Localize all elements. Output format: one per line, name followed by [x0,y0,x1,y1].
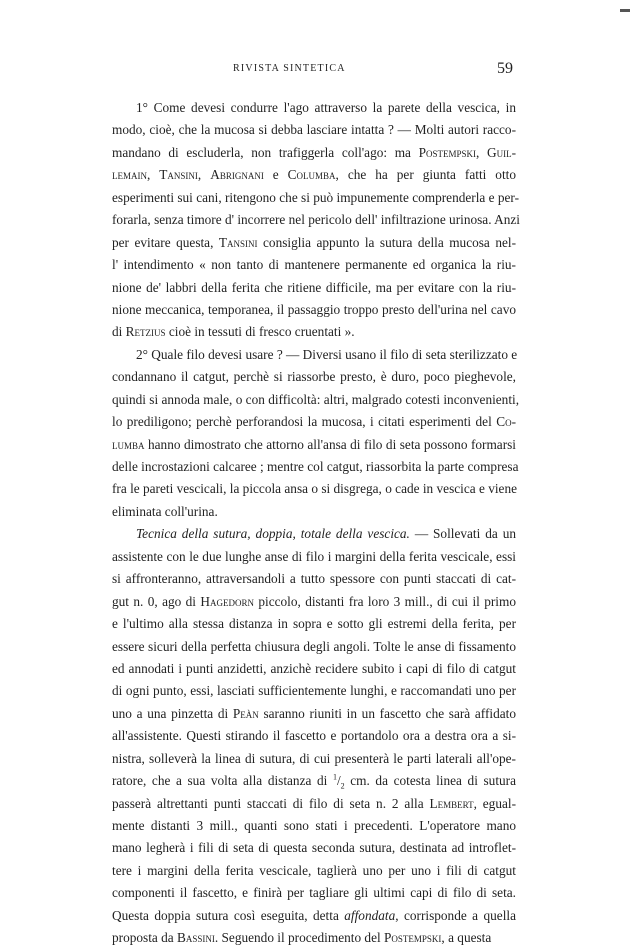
text-run: passerà altrettanti punti staccati di filo di seta n. 2 alla [112,795,430,811]
text-line [112,770,516,792]
author-name: Lembert [429,795,474,811]
text-run: , [197,167,211,183]
text-line [112,837,516,859]
text-run: mandano di escluderla, non trafiggerla coll'ago: ma [112,144,419,160]
text-line [112,119,516,141]
text-line [112,209,520,231]
text-run: esperimenti sui cani, ritengono che si può impunemente comprenderla e per- [112,189,519,205]
text-line [112,568,516,590]
text-line [112,142,516,164]
text-line [112,344,516,366]
text-run: all'assistente. Questi stirando il fascetto e portandolo ora a destra ora a si- [112,728,516,744]
text-run: cm. da cotesta linea di sutura [344,773,516,789]
text-line [112,546,516,568]
text-line [112,456,519,478]
author-name: Postempski [418,144,476,160]
text-run: Tecnica della sutura, doppia, totale della vescica. [136,526,410,542]
text-run: gut n. 0, ago di [112,593,201,609]
page-number: 59 [497,60,513,77]
text-run: saranno riuniti in un fascetto che sarà affidato [258,705,516,721]
text-run: 1 [332,772,337,782]
text-line [112,501,516,523]
text-line [112,164,516,186]
text-run: si affronteranno, attraversandoli a tutto spessore con punti staccati di cat- [112,571,516,587]
author-name: Co- [496,414,516,430]
page-header [0,60,630,83]
text-line [112,793,516,815]
text-line [112,905,516,927]
text-run: di ogni punto, essi, lasciati sufficientemente lunghi, e raccomandati uno per [112,683,516,699]
text-line [112,523,516,545]
scan-edge-mark [620,9,630,12]
text-run: 2 [340,781,345,791]
text-run: quindi si annoda male, o con difficoltà: altri, malgrado cotesti inconvenienti, [112,391,520,407]
text-run: e l'ultimo alla stessa distanza in sopra e sotto gli estremi della ferita, per [112,616,516,632]
text-run: , egual- [473,795,516,811]
author-name: Tansini [159,167,198,183]
text-line [112,815,516,837]
author-name: Bassini [177,930,215,946]
text-run: affondata [344,907,396,923]
text-run: delle incrostazioni calcaree ; mentre col catgut, riassorbita la parte compresa [112,459,519,474]
text-line [112,882,516,904]
author-name: Hagedorn [200,593,254,609]
text-run: proposta da [112,930,177,946]
text-line [112,187,519,209]
text-line [112,299,516,321]
text-run: ed annodati i punti anzidetti, anzichè recidere subito i capi di filo di catgut [112,660,516,676]
text-run: forarla, senza timore d' incorrere nel pericolo dell' infiltrazione urinosa. Anzi [112,212,520,228]
text-run: , che ha per giunta fatti otto [335,167,516,183]
author-name: Guil- [486,144,516,160]
body-text [112,97,520,950]
text-line [112,277,516,299]
text-line [112,860,516,882]
text-run: Questa doppia sutura così eseguita, detta [112,907,345,923]
text-run: , [476,144,487,160]
text-line [112,478,516,500]
text-run: nistra, solleverà la linea di sutura, di cui presenterà le parti laterali all'ope- [112,750,516,766]
author-name: Postempski [384,930,442,946]
text-run: nione meccanica, temporanea, il passaggio troppo presto dell'urina nel cavo [112,301,516,317]
text-line [112,658,516,680]
text-run: consiglia appunto la sutura della mucosa nel- [257,234,516,250]
text-run: eliminata coll'urina. [112,503,218,519]
text-line [112,321,516,343]
author-name: Retzius [125,324,166,340]
text-line [112,636,516,658]
text-run: cioè in tessuti di fresco cruentati ». [165,324,355,340]
text-run: — Sollevati da un [409,526,516,542]
text-run: 1° Come devesi condurre l'ago attraverso la parete della vescica, in [136,100,516,115]
author-name: lumba [112,436,145,452]
author-name: Abrignani [210,167,264,183]
text-run: piccolo, distanti fra loro 3 mill., di cui il primo [253,593,516,609]
text-run: modo, cioè, che la mucosa si debba lasciare intatta ? — Molti autori racco- [112,122,516,138]
text-run: nione de' labbri della ferita che ritiene difficile, ma per evitare con la riu- [112,279,516,295]
text-run: mente distanti 3 mill., quanti sono stati i precedenti. L'operatore mano [112,818,516,833]
text-run: mano legherà i fili di seta di questa seconda sutura, destinata ad introflet- [112,840,516,856]
text-run: di [112,324,126,340]
text-line [112,411,516,433]
author-name: lemain [112,167,147,183]
text-line [112,366,516,388]
text-run: tere i margini della ferita vescicale, taglierà uno per uno i fili di catgut [112,862,516,878]
text-line [112,591,516,613]
text-run: condannano il catgut, perchè si riassorbe presto, è duro, poco pieghevole, [112,369,516,385]
text-run: . Seguendo il procedimento del [214,930,385,946]
author-name: Peàn [232,705,259,721]
text-line [112,232,516,254]
text-run: e [263,167,288,183]
text-line [112,613,516,635]
text-run: lo prediligono; perchè perforandosi la mucosa, i citati esperimenti del [112,414,497,430]
text-line [112,254,516,276]
text-run: componenti il fascetto, e finirà per tagliare gli ultimi capi di filo di seta. [112,885,516,901]
running-title: RIVISTA SINTETICA [233,63,346,74]
text-run: uno a una pinzetta di [112,705,233,721]
text-line [112,97,516,119]
text-line [112,434,516,456]
text-line [112,389,520,411]
text-line [112,680,516,702]
author-name: Columba [287,167,336,183]
text-run: , corrisponde a quella [395,907,516,923]
text-line [112,725,516,747]
text-line [112,927,516,949]
text-run: l' intendimento « non tanto di mantenere permanente ed organica la riu- [112,257,516,273]
text-run: ratore, che a sua volta alla distanza di [112,773,333,789]
text-run: essere sicuri della perfetta chiusura degli angoli. Tolte le anse di fissamento [112,638,516,654]
text-run: 2° Quale filo devesi usare ? — Diversi usano il filo di seta sterilizzato e [136,346,518,362]
text-line [112,748,516,770]
text-run: assistente con le due lunghe anse di filo i margini della ferita vescicale, essi [112,548,516,564]
text-run: per evitare questa, [112,234,219,250]
text-run: , a questa [441,930,492,946]
text-run: / [336,773,341,789]
text-run: hanno dimostrato che attorno all'ansa di filo di seta possono formarsi [144,436,516,452]
text-run: , [147,167,160,183]
author-name: Tansini [218,234,258,250]
text-run: fra le pareti vescicali, la piccola ansa o si disgrega, o cade in vescica e viene [112,481,517,497]
text-line [112,703,516,725]
